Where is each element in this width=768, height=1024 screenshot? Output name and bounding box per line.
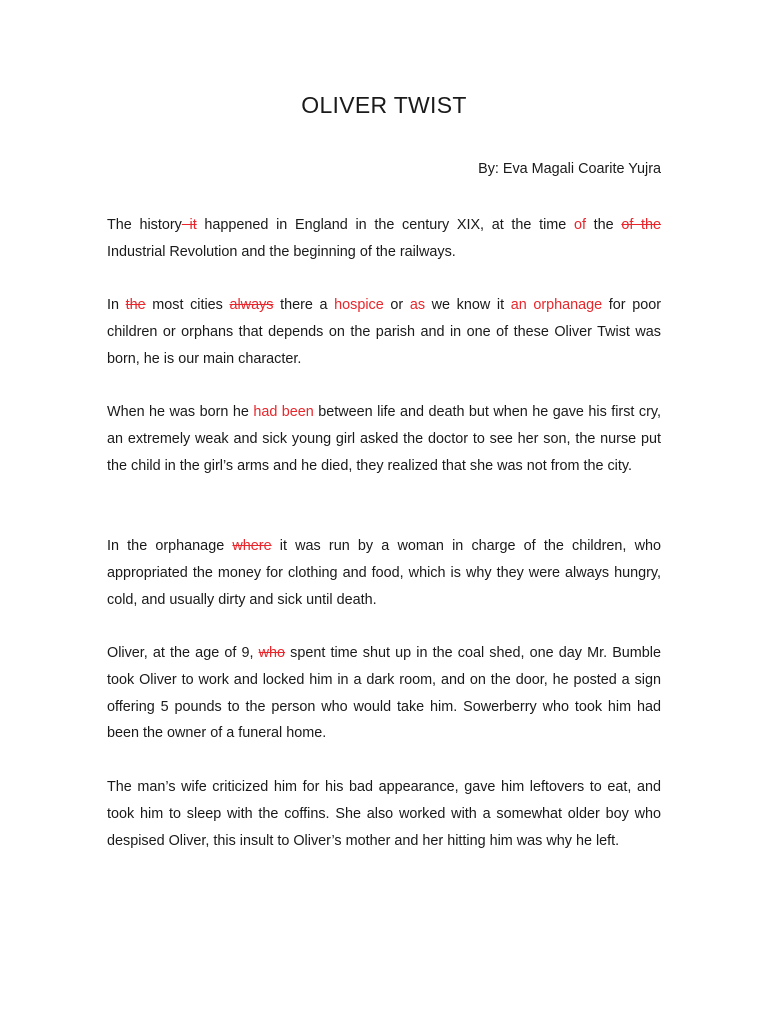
paragraph-text: Oliver, at the age of 9, — [107, 645, 259, 661]
paragraph-1 — [107, 212, 661, 266]
deleted-text: the — [125, 297, 146, 313]
inserted-text: of — [573, 217, 586, 233]
paragraph-text: between life and death but when he gave his first cry, an extremely weak and sick young girl asked the doctor to see her son, the nurse put the child in the girl’s arms and he died, they realized that she was not from the city. — [107, 404, 661, 474]
paragraph-text: there a — [273, 297, 335, 313]
paragraph-text: for poor children or orphans that depends on the parish and in one of these Oliver Twist was born, he is our main character. — [107, 297, 661, 367]
deleted-text: always — [229, 297, 274, 313]
paragraph-text: Industrial Revolution and the beginning of the railways. — [107, 243, 456, 260]
inserted-text: had been — [253, 404, 314, 420]
paragraph-6 — [107, 774, 661, 854]
paragraph-text: most cities — [145, 297, 230, 313]
document-title: OLIVER TWIST — [301, 92, 467, 118]
paragraph-text: In — [107, 297, 126, 313]
paragraph-3 — [107, 399, 661, 479]
paragraph-text: When he was born he — [107, 404, 254, 420]
paragraph-text: In the orphanage — [107, 538, 233, 554]
paragraph-text: spent time shut up in the coal shed, one day Mr. Bumble took Oliver to work and locked him in a dark room, and on the door, he posted a sign offering 5 pounds to the person who would take him. Sowerberry who took him had been the owner of a funeral home. — [107, 645, 662, 742]
deleted-text: who — [258, 645, 286, 661]
inserted-text: as — [409, 297, 426, 313]
paragraph-text: it was run by a woman in charge of the children, who appropriated the money for clothing and food, which is why they were always hungry, cold, and usually dirty and sick until death. — [107, 538, 661, 608]
paragraph-text: happened in England in the century XIX, at the time — [196, 217, 574, 233]
paragraph-5 — [107, 640, 661, 747]
deleted-text: of the — [621, 217, 661, 233]
deleted-text: where — [232, 538, 272, 554]
paragraph-4 — [107, 533, 661, 613]
deleted-text: it — [181, 217, 197, 233]
paragraph-text: or — [383, 297, 410, 313]
paragraph-text: the — [585, 217, 622, 233]
inserted-text: an orphanage — [510, 297, 603, 313]
paragraph-text: The man’s wife criticized him for his bad appearance, gave him leftovers to eat, and took him to sleep with the coffins. She also worked with a somewhat older boy who despised Oliver, this insult to Oliver’s mother and her hitting him was why he left. — [107, 779, 661, 849]
paragraph-text: we know it — [425, 297, 511, 313]
author-line: By: Eva Magali Coarite Yujra — [478, 161, 661, 177]
paragraph-text: The history — [107, 217, 182, 233]
inserted-text: hospice — [334, 297, 384, 313]
paragraph-2 — [107, 292, 661, 372]
